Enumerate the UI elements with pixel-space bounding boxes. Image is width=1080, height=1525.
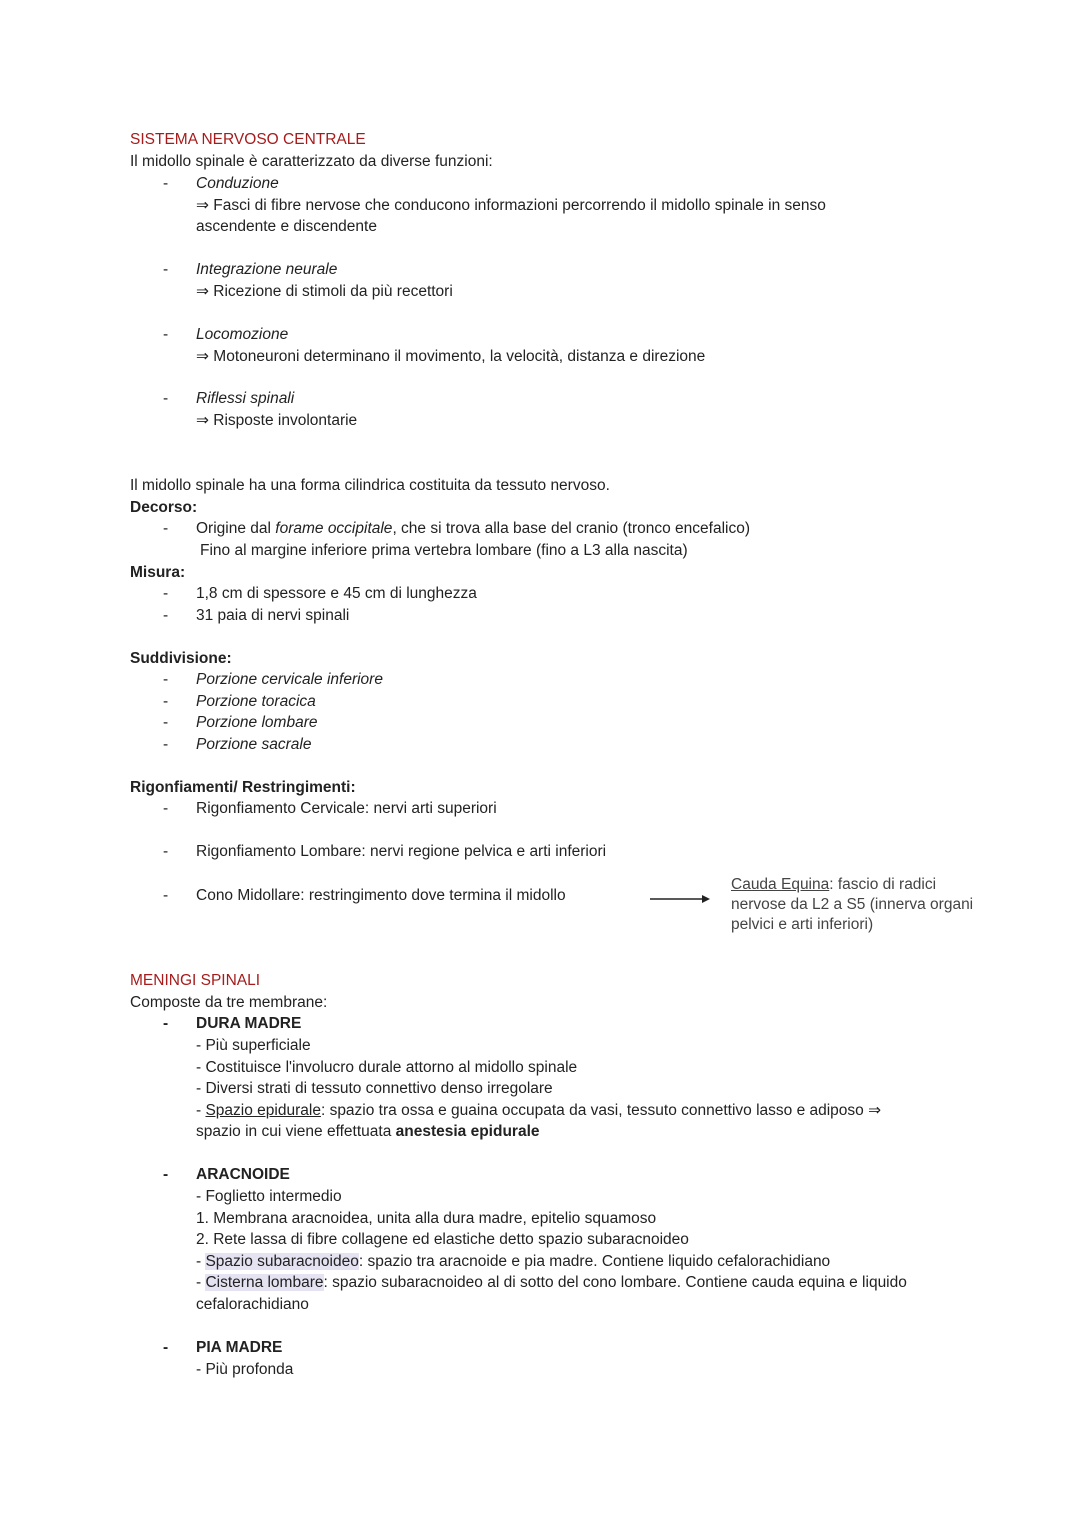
cauda-equina-term: Cauda Equina	[731, 876, 830, 893]
pia-madre-heading: PIA MADRE	[196, 1339, 283, 1356]
function-desc: ascendente e discendente	[196, 218, 377, 235]
suddivisione-item: Porzione toracica	[196, 693, 316, 710]
bullet: -	[163, 585, 169, 602]
anestesia-epidurale-term: anestesia epidurale	[395, 1123, 540, 1140]
bullet: -	[163, 887, 169, 904]
spazio-epidurale-term: Spazio epidurale	[205, 1102, 321, 1119]
rigonfiamenti-label: Rigonfiamenti/ Restringimenti:	[130, 779, 356, 796]
rigonfiamento-item: Rigonfiamento Cervicale: nervi arti superiori	[196, 800, 497, 817]
bullet: -	[163, 671, 169, 688]
aracnoide-heading: ARACNOIDE	[196, 1166, 290, 1183]
bullet: -	[163, 607, 169, 624]
suddivisione-label: Suddivisione:	[130, 650, 232, 667]
spazio-subaracnoideo-term: Spazio subaracnoideo	[205, 1253, 359, 1270]
rigonfiamento-item: Cono Midollare: restringimento dove termina il midollo	[196, 887, 566, 904]
function-desc: ⇒ Fasci di fibre nervose che conducono informazioni percorrendo il midollo spinale in senso	[196, 197, 826, 214]
aracnoide-line: cefalorachidiano	[196, 1296, 309, 1313]
cauda-line-3: pelvici e arti inferiori)	[731, 916, 874, 933]
cisterna-lombare-term: Cisterna lombare	[205, 1274, 324, 1291]
dura-line: - Costituisce l'involucro durale attorno al midollo spinale	[196, 1059, 578, 1076]
section-title-snc: SISTEMA NERVOSO CENTRALE	[130, 131, 366, 148]
bullet: -	[163, 326, 169, 343]
decorso-label: Decorso:	[130, 499, 198, 516]
suddivisione-item: Porzione sacrale	[196, 736, 312, 753]
aracnoide-line-cisterna: - Cisterna lombare: spazio subaracnoideo al di sotto del cono lombare. Contiene cauda equina e liquido	[196, 1274, 907, 1291]
bullet: -	[163, 736, 169, 753]
function-name: Locomozione	[196, 326, 289, 343]
meningi-intro: Composte da tre membrane:	[130, 994, 328, 1011]
bullet: -	[163, 843, 169, 860]
aracnoide-line: 2. Rete lassa di fibre collagene ed elastiche detto spazio subaracnoideo	[196, 1231, 689, 1248]
bullet: -	[163, 714, 169, 731]
misura-item: 31 paia di nervi spinali	[196, 607, 350, 624]
bullet: -	[163, 175, 169, 192]
decorso-line-1: Origine dal forame occipitale, che si trova alla base del cranio (tronco encefalico)	[196, 520, 750, 537]
bullet: -	[163, 1166, 169, 1183]
function-name: Riflessi spinali	[196, 390, 295, 407]
dura-line: - Diversi strati di tessuto connettivo denso irregolare	[196, 1080, 553, 1097]
bullet: -	[163, 390, 169, 407]
bullet: -	[163, 693, 169, 710]
aracnoide-line: 1. Membrana aracnoidea, unita alla dura madre, epitelio squamoso	[196, 1210, 657, 1227]
bullet: -	[163, 261, 169, 278]
bullet: -	[163, 1339, 169, 1356]
arrow-right-icon	[650, 893, 710, 905]
rigonfiamento-item: Rigonfiamento Lombare: nervi regione pelvica e arti inferiori	[196, 843, 607, 860]
pia-line: - Più profonda	[196, 1361, 294, 1378]
bullet: -	[163, 1015, 169, 1032]
intro-text: Il midollo spinale è caratterizzato da diverse funzioni:	[130, 153, 493, 170]
cauda-line-1: Cauda Equina: fascio di radici	[731, 876, 937, 893]
forame-occipitale-term: forame occipitale	[275, 520, 393, 537]
misura-label: Misura:	[130, 564, 186, 581]
aracnoide-line-subaracnoideo: - Spazio subaracnoideo: spazio tra aracnoide e pia madre. Contiene liquido cefalorachidiano	[196, 1253, 831, 1270]
dura-line: - Più superficiale	[196, 1037, 311, 1054]
function-desc: ⇒ Motoneuroni determinano il movimento, la velocità, distanza e direzione	[196, 348, 706, 365]
function-name: Conduzione	[196, 175, 279, 192]
shape-text: Il midollo spinale ha una forma cilindrica costituita da tessuto nervoso.	[130, 477, 610, 494]
bullet: -	[163, 520, 169, 537]
function-desc: ⇒ Ricezione di stimoli da più recettori	[196, 283, 453, 300]
cauda-line-2: nervose da L2 a S5 (innerva organi	[731, 896, 974, 913]
suddivisione-item: Porzione lombare	[196, 714, 318, 731]
section-title-meningi: MENINGI SPINALI	[130, 972, 261, 989]
misura-item: 1,8 cm di spessore e 45 cm di lunghezza	[196, 585, 477, 602]
aracnoide-line: - Foglietto intermedio	[196, 1188, 342, 1205]
function-desc: ⇒ Risposte involontarie	[196, 412, 358, 429]
suddivisione-item: Porzione cervicale inferiore	[196, 671, 383, 688]
bullet: -	[163, 800, 169, 817]
function-name: Integrazione neurale	[196, 261, 338, 278]
decorso-line-2: Fino al margine inferiore prima vertebra lombare (fino a L3 alla nascita)	[200, 542, 688, 559]
dura-line-anestesia: spazio in cui viene effettuata anestesia epidurale	[196, 1123, 540, 1140]
dura-line-epidurale: - Spazio epidurale: spazio tra ossa e guaina occupata da vasi, tessuto connettivo lasso e adiposo ⇒	[196, 1102, 882, 1119]
dura-madre-heading: DURA MADRE	[196, 1015, 302, 1032]
